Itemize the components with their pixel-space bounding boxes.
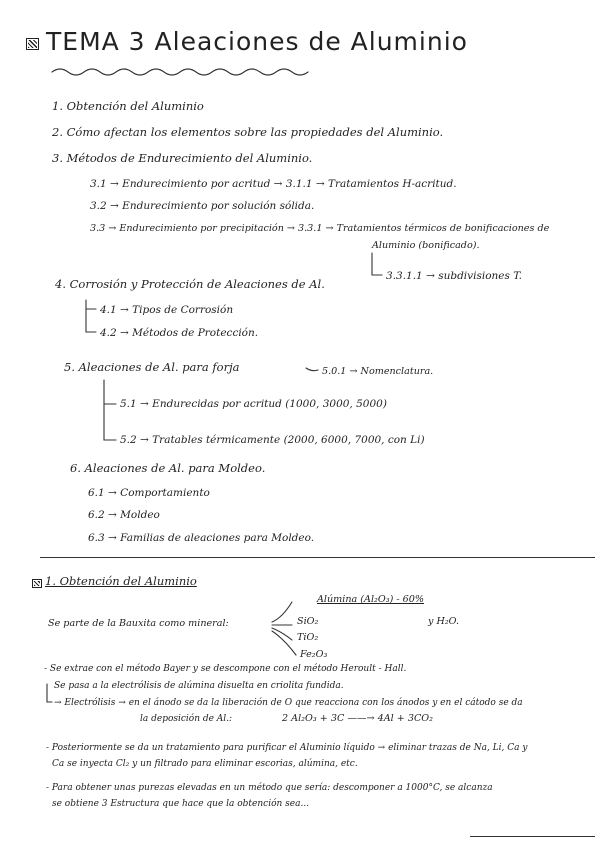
page-title: TEMA 3 Aleaciones de Aluminio	[46, 27, 468, 56]
paragraph-purity: - Para obtener unas purezas elevadas en un método que sería: descomponer a 1000°C, se alcanza	[46, 783, 493, 793]
section-heading: 1. Obtención del Aluminio	[45, 574, 197, 588]
index-item-4: 4. Corrosión y Protección de Aleaciones de Al.	[55, 277, 325, 291]
subitem-3-3: 3.3 → Endurecimiento por precipitación → 3.3.1 → Tratamientos térmicos de bonificaciones de	[90, 223, 550, 234]
formula-h2o: y H₂O.	[428, 616, 460, 627]
index-item-6: 6. Aleaciones de Al. para Moldeo.	[70, 461, 266, 475]
paragraph-purification: - Posteriormente se da un tratamiento para purificar el Aluminio líquido → eliminar trazas de Na, Li, Ca y	[46, 743, 528, 753]
subitem-5-2: 5.2 → Tratables térmicamente (2000, 6000, 7000, con Li)	[120, 434, 425, 446]
subitem-3-2: 3.2 → Endurecimiento por solución sólida.	[90, 200, 315, 212]
subitem-6-2: 6.2 → Moldeo	[88, 509, 160, 521]
paragraph-electrolysis: → Electrólisis → en el ánodo se da la liberación de O que reacciona con los ánodos y en el cátodo se da	[54, 698, 523, 708]
formula-fe2o3: Fe₂O₃	[300, 649, 328, 660]
paragraph-purity-cont: se obtiene 3 Estructura que hace que la obtención sea...	[52, 799, 310, 809]
index-item-1: 1. Obtención del Aluminio	[52, 99, 204, 113]
subitem-5-0-1: 5.0.1 → Nomenclatura.	[322, 366, 434, 377]
subitem-3-3-cont: Aluminio (bonificado).	[372, 240, 480, 251]
subitem-3-3-1-1: 3.3.1.1 → subdivisiones T.	[386, 270, 523, 282]
index-item-5: 5. Aleaciones de Al. para forja	[64, 360, 240, 374]
subitem-6-3: 6.3 → Familias de aleaciones para Moldeo.	[88, 532, 315, 544]
subitem-5-1: 5.1 → Endurecidas por acritud (1000, 3000, 5000)	[120, 398, 387, 410]
paragraph-purification-cont: Ca se inyecta Cl₂ y un filtrado para eliminar escorias, alúmina, etc.	[52, 759, 358, 769]
reaction-equation: 2 Al₂O₃ + 3C ——→ 4Al + 3CO₂	[282, 713, 434, 724]
bauxita-text: Se parte de la Bauxita como mineral:	[48, 618, 229, 629]
paragraph-bayer: - Se extrae con el método Bayer y se descompone con el método Heroult - Hall.	[44, 664, 407, 674]
index-item-3: 3. Métodos de Endurecimiento del Aluminio.	[52, 151, 313, 165]
paragraph-electrolysis-intro: Se pasa a la electrólisis de alúmina disuelta en criolita fundida.	[54, 681, 344, 691]
subitem-4-1: 4.1 → Tipos de Corrosión	[100, 304, 234, 316]
paragraph-electrolysis-cont: la deposición de Al.:	[140, 714, 233, 724]
subitem-4-2: 4.2 → Métodos de Protección.	[100, 327, 259, 339]
subitem-6-1: 6.1 → Comportamiento	[88, 487, 210, 499]
index-item-2: 2. Cómo afectan los elementos sobre las propiedades del Aluminio.	[52, 125, 444, 139]
formula-tio2: TiO₂	[297, 632, 319, 643]
formula-sio2: SiO₂	[297, 616, 319, 627]
alumina-label: Alúmina (Al₂O₃) - 60%	[317, 594, 424, 605]
subitem-3-1: 3.1 → Endurecimiento por acritud → 3.1.1 → Tratamientos H-acritud.	[90, 178, 457, 190]
